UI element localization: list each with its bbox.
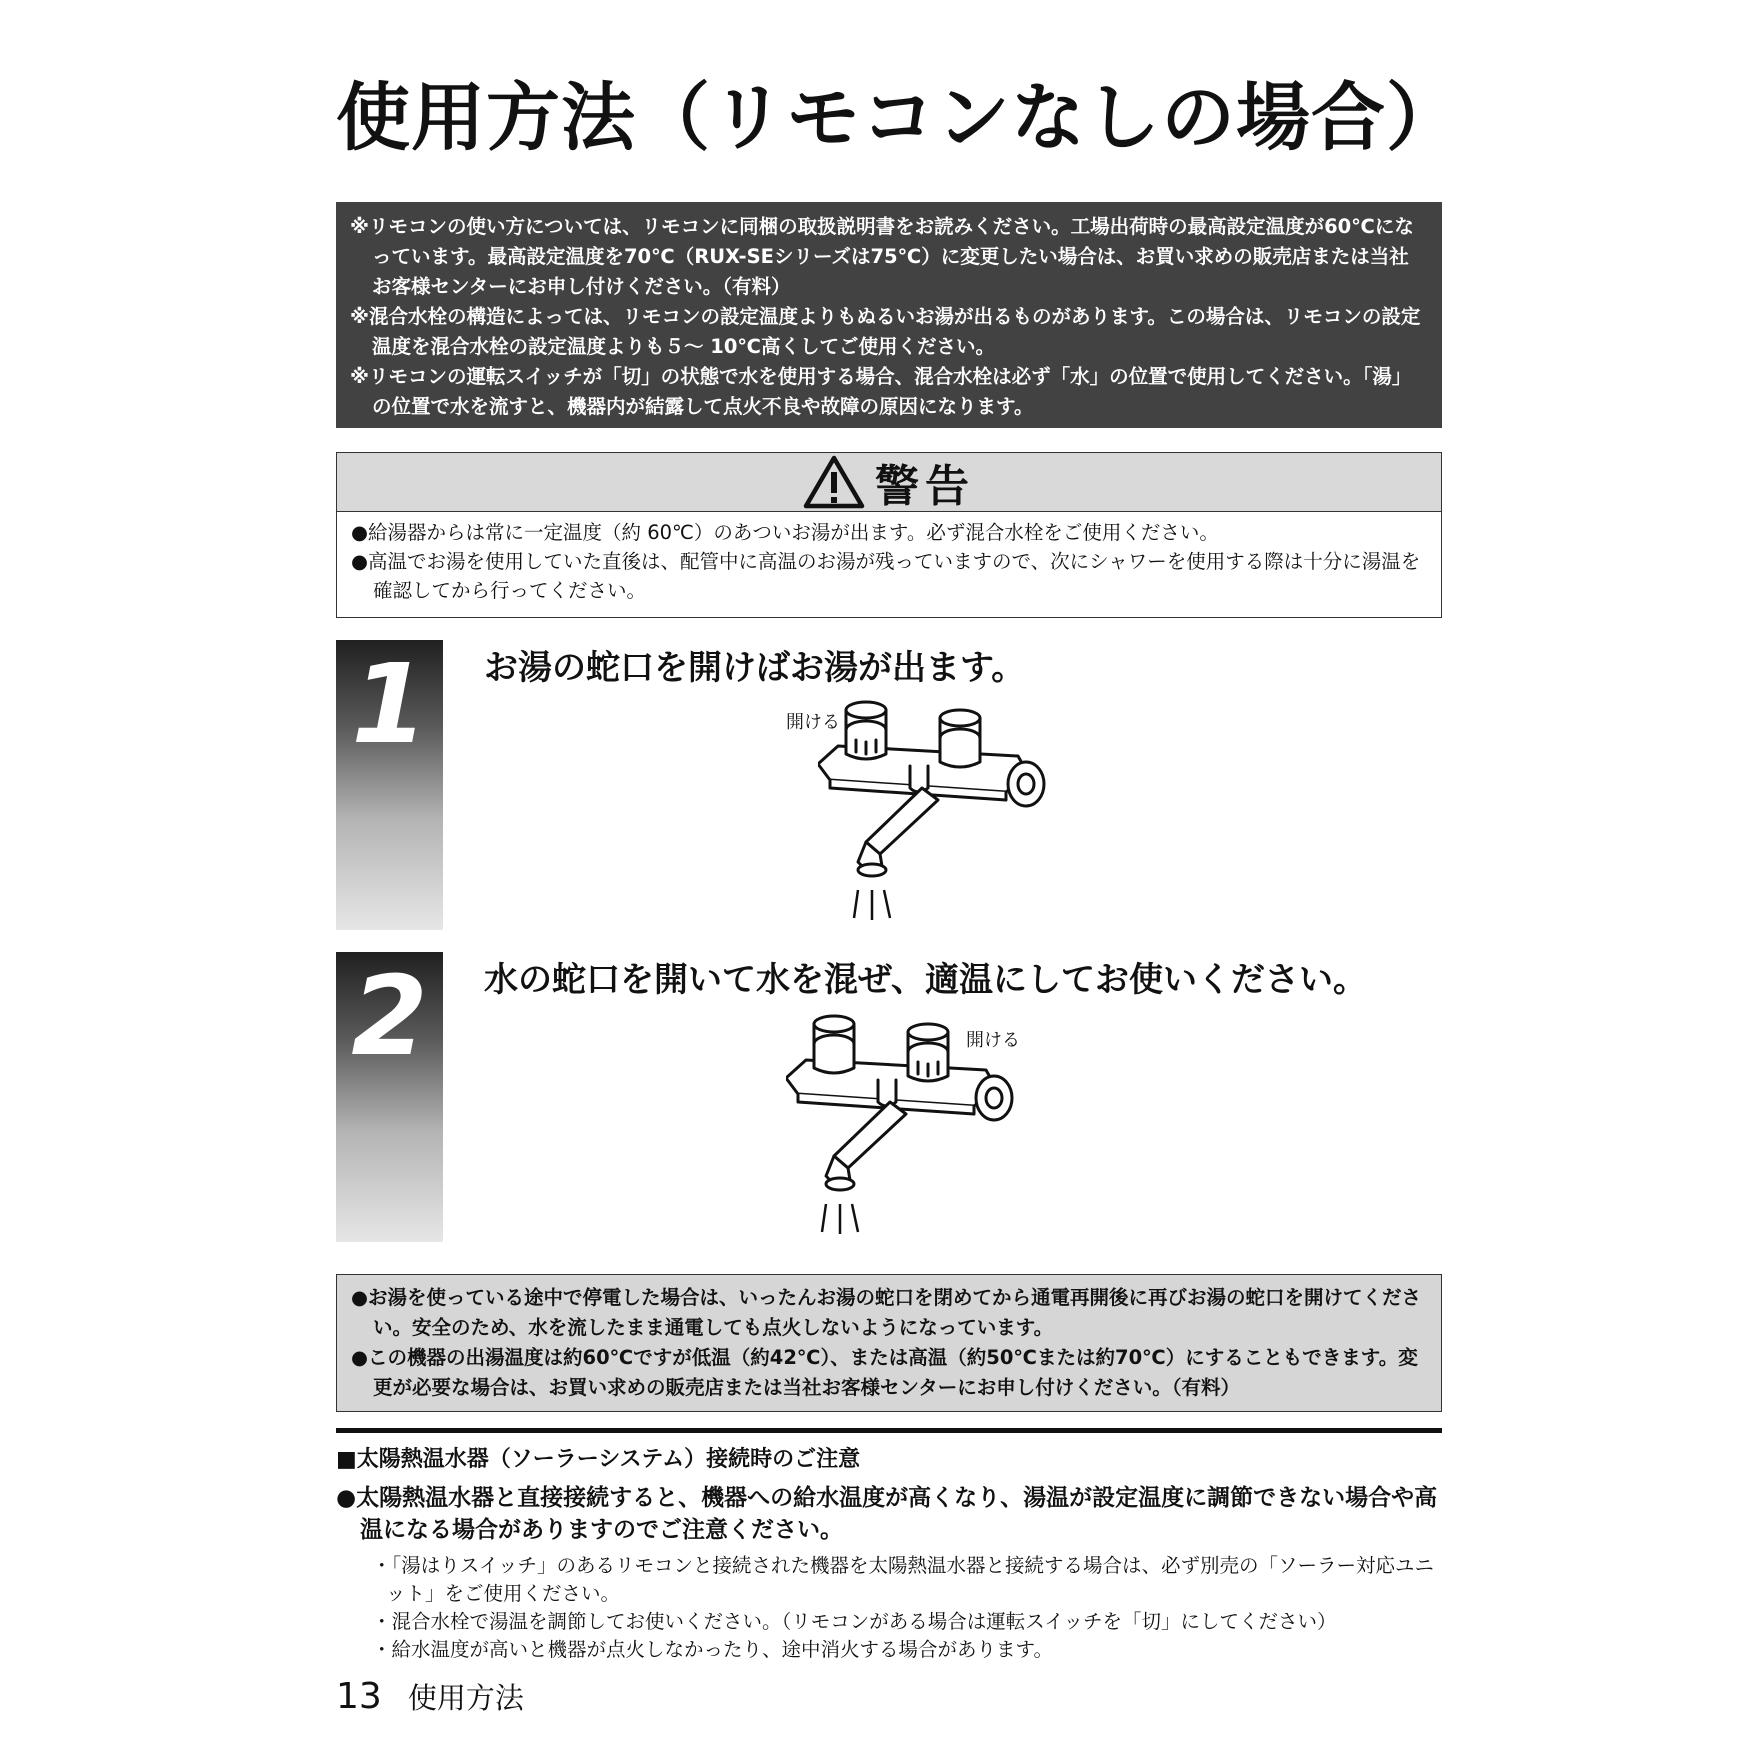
step-1-heading: お湯の蛇口を開けばお湯が出ます。 (484, 648, 1026, 688)
faucet-cold-open-icon (786, 1006, 1026, 1236)
warning-triangle-icon (803, 455, 865, 509)
notice-item: ※リモコンの運転スイッチが「切」の状態で水を使用する場合、混合水栓は必ず「水」の位置で使用してください。「湯」の位置で水を流すと、機器内が結露して点火不良や故障の原因になります。 (350, 365, 1412, 418)
solar-sub-item: ・「湯はりスイッチ」のあるリモコンと接続された機器を太陽熱温水器と接続する場合は、必ず別売の「ソーラー対応ユニット」をご使用ください。 (372, 1554, 1434, 1605)
page-number: 13 (336, 1676, 382, 1717)
solar-sub-notes (336, 1552, 1442, 1664)
faucet-hot-open-icon (818, 692, 1058, 922)
notice-item: ※混合水栓の構造によっては、リモコンの設定温度よりもぬるいお湯が出るものがあります。この場合は、リモコンの設定温度を混合水栓の設定温度よりも５～ 10℃高くしてご使用ください。 (350, 305, 1421, 358)
notice-item: ●お湯を使っている途中で停電した場合は、いったんお湯の蛇口を閉めてから通電再開後に再びお湯の蛇口を開けてください。安全のため、水を流したまま通電しても点火しないようになっています。 (351, 1286, 1422, 1339)
solar-sub-item: ・混合水栓で湯温を調節してお使いください。（リモコンがある場合は運転スイッチを「切」にしてください） (372, 1610, 1337, 1633)
warning-header (337, 453, 1441, 512)
notice-item: ●この機器の出湯温度は約60℃ですが低温（約42℃）、または高温（約50℃または約70℃）にすることもできます。変更が必要な場合は、お買い求めの販売店または当社お客様センターにお申し付けください。（有料） (351, 1346, 1418, 1399)
step-2-open-label: 開ける (966, 1030, 1020, 1051)
step-1-open-label: 開ける (786, 712, 840, 733)
step-1-badge (336, 640, 443, 930)
page-footer (336, 1676, 524, 1717)
step-2-heading: 水の蛇口を開いて水を混ぜ、適温にしてお使いください。 (484, 960, 1367, 1000)
step-1-number: 1 (351, 640, 428, 768)
step-2-badge (336, 952, 443, 1242)
warning-item: ●給湯器からは常に一定温度（約 60℃）のあついお湯が出ます。必ず混合水栓をご使用ください。 (351, 521, 1219, 544)
page-title: 使用方法（リモコンなしの場合） (336, 75, 1461, 161)
remote-usage-notice (336, 202, 1442, 428)
footer-section-title: 使用方法 (407, 1681, 524, 1715)
warning-item: ●高温でお湯を使用していた直後は、配管中に高温のお湯が残っていますので、次にシャワーを使用する際は十分に湯温を確認してから行ってください。 (351, 550, 1421, 602)
warning-title: 警告 (875, 461, 975, 512)
warning-box (336, 452, 1442, 618)
warning-body (337, 512, 1441, 605)
notice-item: ※リモコンの使い方については、リモコンに同梱の取扱説明書をお読みください。工場出荷時の最高設定温度が60℃になっています。最高設定温度を70℃（RUX-SEシリーズは75℃）に変更したい場合は、お買い求めの販売店または当社お客様センターにお申し付けください。（有料） (350, 215, 1414, 298)
solar-heading: ■太陽熱温水器（ソーラーシステム）接続時のご注意 (336, 1447, 861, 1472)
section-divider (336, 1428, 1442, 1433)
solar-section (336, 1444, 1442, 1664)
solar-sub-item: ・給水温度が高いと機器が点火しなかったり、途中消火する場合があります。 (372, 1638, 1053, 1661)
solar-main-note: ●太陽熱温水器と直接接続すると、機器への給水温度が高くなり、湯温が設定温度に調節できない場合や高温になる場合がありますのでご注意ください。 (336, 1485, 1438, 1543)
power-outage-notice (336, 1274, 1442, 1412)
step-2-number: 2 (351, 952, 428, 1080)
